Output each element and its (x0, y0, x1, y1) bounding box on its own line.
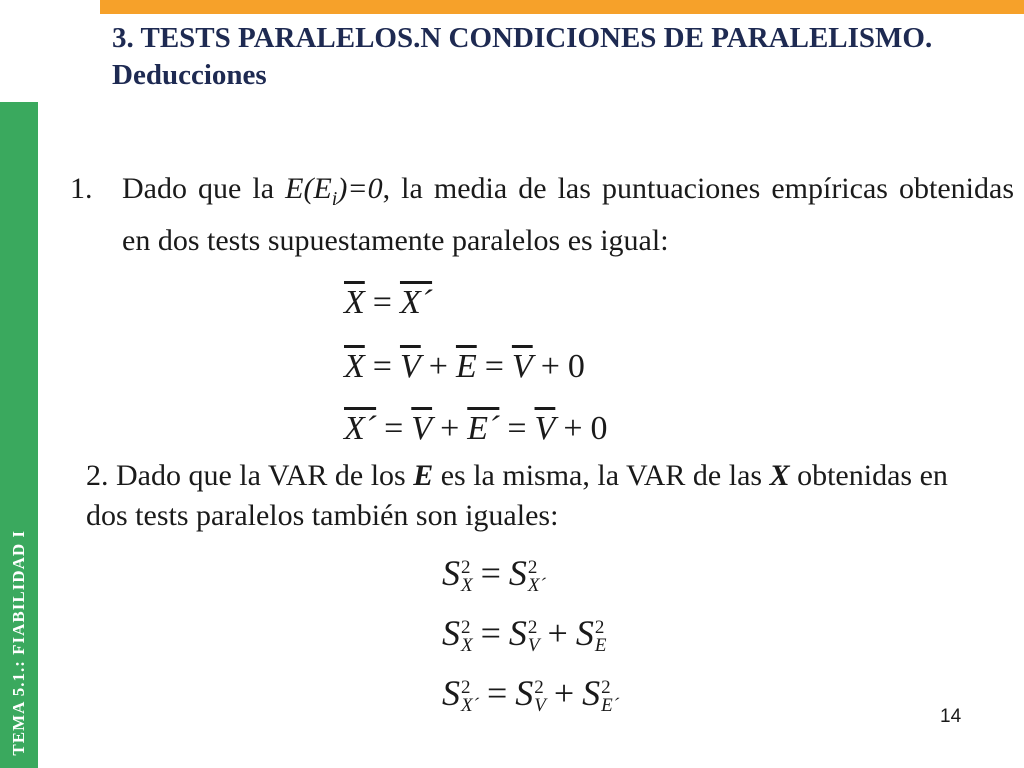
sidebar-label-container (0, 102, 38, 768)
point-1-math-sub: i (331, 188, 338, 210)
point-2-text-c: obtenidas en dos tests paralelos también son iguales: (86, 459, 948, 532)
point-1 (70, 168, 1014, 262)
equation-variance-equality: S 2 X = S 2 X´ (442, 553, 546, 596)
point-1-math-main: E(E (285, 172, 332, 205)
slide-title: 3. TESTS PARALELOS.N CONDICIONES DE PARALELISMO. Deducciones (112, 22, 933, 91)
equation-mean-x-prime: X´ = $\overline{V}$ + E´ = $\overline{V} + 0$ (344, 410, 608, 447)
point-2-bold-x: X (769, 459, 790, 492)
sidebar-label: TEMA 5.1.: FIABILIDAD I (9, 530, 28, 756)
point-1-text-before: Dado que la (122, 172, 286, 205)
point-2 (86, 456, 966, 536)
point-2-bold-e: E (413, 459, 434, 492)
point-2-text-b: es la misma, la VAR de las (433, 459, 770, 492)
top-accent-bar (100, 0, 1024, 14)
point-1-text-after: , la media de las puntuaciones empíricas obtenidas en dos tests supuestamente paralelos es igual: (122, 172, 1014, 257)
point-1-number: 1. (70, 172, 93, 205)
point-1-text (122, 168, 1014, 262)
point-2-text-a: 2. Dado que la VAR de los (86, 459, 414, 492)
point-1-math-expr (285, 172, 383, 210)
equation-mean-equality: $\overline{X}$ = X´ (344, 284, 433, 321)
equation-variance-x-prime: S 2 X´ = S 2 V + S 2 E´ (442, 673, 620, 716)
equation-mean-x: $\overline{X} = \overline{V} + \overline{E} = \overline{V} + 0$ (344, 348, 585, 385)
point-1-math-end: )=0 (337, 172, 383, 205)
equation-variance-x: S 2 X = S 2 V + S 2 E (442, 613, 607, 656)
page-number: 14 (940, 706, 962, 727)
